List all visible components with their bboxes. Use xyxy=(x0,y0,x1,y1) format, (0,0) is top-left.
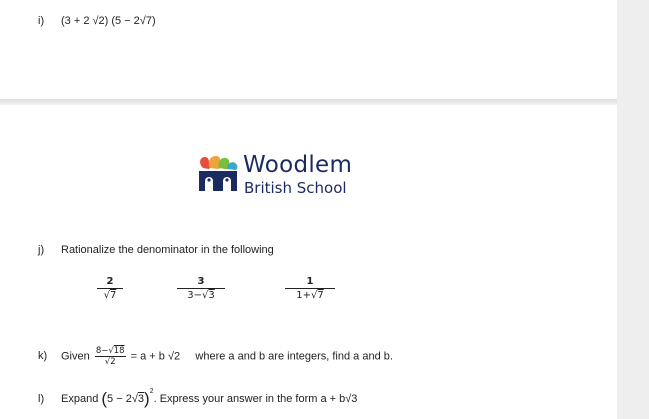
fraction-numerator: 1 xyxy=(306,276,314,287)
fraction-numerator: 2 xyxy=(106,276,114,287)
question-i-expression: (3 + 2 √2) (5 − 2√7) xyxy=(61,15,156,27)
woodlem-logo-icon xyxy=(197,153,239,193)
question-k-text: where a and b are integers, find a and b. xyxy=(195,350,393,363)
given-fraction-numerator: 8−√18 xyxy=(95,346,125,356)
fraction-denominator: 3−√3 xyxy=(187,290,215,301)
given-text: Given xyxy=(61,350,90,363)
radicand: 3 xyxy=(208,290,215,301)
logo-subtitle: British School xyxy=(244,179,347,197)
logo-name: Woodlem xyxy=(243,152,353,178)
denominator-prefix: 1+ xyxy=(296,290,311,301)
denominator-prefix: 3− xyxy=(187,290,202,301)
question-label: k) xyxy=(38,350,48,363)
fraction-numerator: 3 xyxy=(197,276,205,287)
base-prefix: 5 − 2 xyxy=(107,393,132,405)
radicand: 3 xyxy=(137,393,144,405)
question-j xyxy=(38,244,274,256)
fraction-3 xyxy=(285,276,335,301)
exponent: 2 xyxy=(149,388,154,395)
radicand: 7 xyxy=(110,290,117,301)
question-i xyxy=(38,15,156,27)
radicand: 2 xyxy=(110,357,116,367)
school-logo xyxy=(197,153,397,199)
expand-text: Expand xyxy=(61,393,99,405)
question-label: i) xyxy=(38,15,45,27)
fraction-1 xyxy=(97,276,123,301)
open-paren: ( xyxy=(101,389,108,409)
equation-rhs: = a + b √2 xyxy=(130,350,181,363)
question-k xyxy=(38,346,393,367)
question-l-text: . Express your answer in the form a + b√3 xyxy=(153,393,358,405)
numerator-prefix: 8− xyxy=(95,346,109,356)
question-label: j) xyxy=(38,244,45,256)
given-fraction-denominator: √2 xyxy=(104,357,116,367)
page-separator xyxy=(0,99,617,105)
fraction-denominator: 1+√7 xyxy=(296,290,324,301)
given-fraction xyxy=(95,346,126,367)
radicand: 7 xyxy=(317,290,324,301)
page-gutter xyxy=(617,0,649,419)
radicand: 18 xyxy=(113,346,125,356)
fraction-denominator: √7 xyxy=(103,290,117,301)
close-paren: ) xyxy=(144,389,150,409)
question-label: l) xyxy=(38,393,45,405)
fraction-2 xyxy=(177,276,225,301)
question-l: l) Expand $(5 - 2√3)^2$. Express your answer in the form a + b√3 xyxy=(38,388,358,409)
question-j-instruction: Rationalize the denominator in the following xyxy=(61,244,274,256)
